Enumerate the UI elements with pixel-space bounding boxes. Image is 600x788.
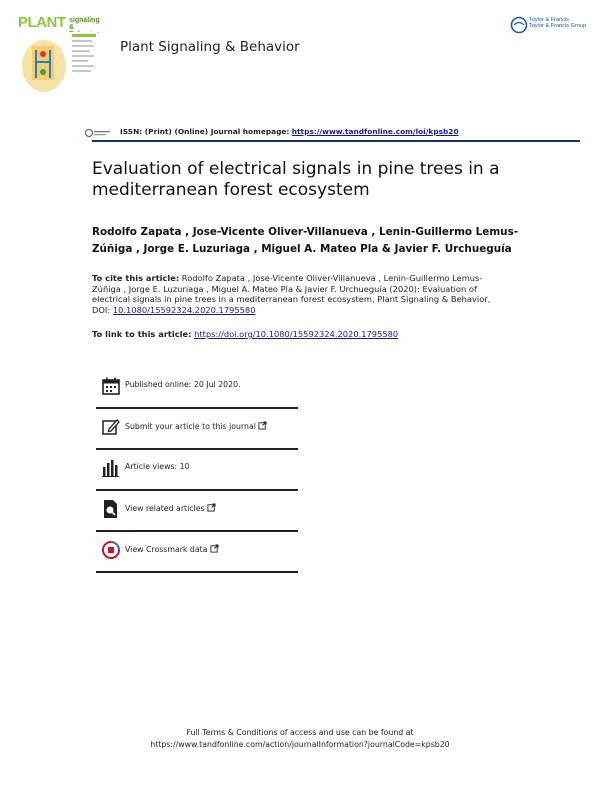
article-views-text: Article views: 10 [125, 462, 190, 471]
article-views [96, 449, 298, 489]
publisher-logo-icon [510, 16, 528, 34]
article-link-row [92, 329, 398, 339]
submit-article-link: Submit your article to this journal [125, 422, 256, 431]
citation-label: To cite this article: [92, 273, 180, 283]
journal-title[interactable]: Plant Signaling & Behavior [120, 39, 300, 55]
external-link-icon [258, 421, 267, 430]
related-articles-link: View related articles [125, 504, 205, 513]
journal-homepage-link[interactable]: https://www.tandfonline.com/loi/kpsb20 [291, 127, 459, 136]
external-link-icon [207, 503, 216, 512]
crossmark[interactable] [96, 531, 298, 571]
issn-row [120, 127, 459, 136]
journal-brand-sub: signaling & [69, 17, 100, 31]
calendar-icon [100, 375, 122, 397]
article-link-label: To link to this article: [92, 329, 192, 339]
published-online [96, 367, 298, 407]
header-divider [92, 140, 580, 142]
edit-icon [100, 416, 122, 438]
citation-block: To cite this article: Rodolfo Zapata , Jose-Vicente Oliver-Villanueva , Lenin-Guillermo Lemus- Zúñiga , Jorge E. Luzuriaga , Miguel A. Mateo Pla & Javier F. Urchueguía (2020): Evaluation of electrical signals in pine trees in a mediterranean forest ecosystem, Plant Signaling & Behavior, DOI: 10.1080/15592324.2020.1795580 [92, 273, 491, 316]
article-title: Evaluation of electrical signals in pine trees in a mediterranean forest ecosystem [92, 159, 500, 200]
crossmark-link: View Crossmark data [125, 545, 208, 554]
journal-brand: PLANT [18, 14, 66, 31]
footer-terms [0, 727, 600, 751]
meta-divider [96, 571, 298, 573]
publisher-small-logo-icon [84, 128, 112, 138]
footer-url[interactable]: https://www.tandfonline.com/action/journalInformation?journalCode=kpsb20 [150, 740, 450, 749]
cover-illustration [20, 32, 98, 94]
external-link-icon [210, 544, 219, 553]
crossmark-icon [100, 539, 122, 561]
journal-cover[interactable] [18, 14, 100, 94]
issn-label: ISSN: (Print) (Online) Journal homepage: [120, 127, 290, 136]
doi-link[interactable]: 10.1080/15592324.2020.1795580 [112, 305, 256, 316]
article-authors: Rodolfo Zapata , Jose-Vicente Oliver-Villanueva , Lenin-Guillermo Lemus- Zúñiga , Jorge E. Luzuriaga , Miguel A. Mateo Pla & Javier F. Urchueguía [92, 226, 519, 255]
published-online-text: Published online: 20 Jul 2020. [125, 380, 241, 389]
submit-article[interactable] [96, 408, 298, 448]
publisher-name: Taylor & Francis Taylor & Francis Group [529, 17, 587, 30]
related-articles[interactable] [96, 490, 298, 530]
related-articles-icon [100, 498, 122, 520]
footer-text: Full Terms & Conditions of access and use can be found at [186, 728, 414, 737]
article-doi-url[interactable]: https://doi.org/10.1080/15592324.2020.1795580 [194, 329, 399, 339]
bar-chart-icon [100, 457, 122, 479]
